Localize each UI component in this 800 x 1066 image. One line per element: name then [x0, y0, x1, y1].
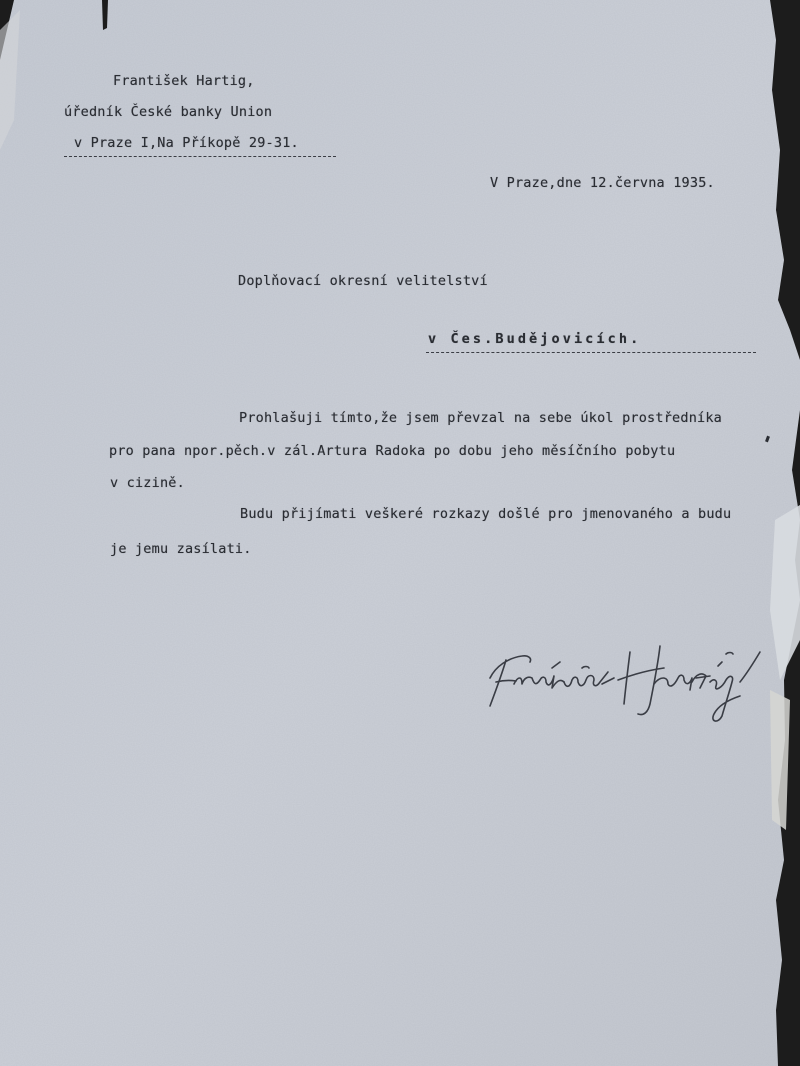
body-line: je jemu zasílati.	[110, 541, 252, 557]
sender-title: úředník České banky Union	[64, 104, 273, 120]
sender-name: František Hartig,	[113, 73, 255, 89]
body-line: v cizině.	[110, 475, 185, 491]
handwritten-signature	[478, 618, 778, 728]
body-line: Prohlašuji tímto,že jsem převzal na sebe úkol prostředníka	[239, 410, 723, 426]
sender-address: v Praze I,Na Příkopě 29-31.	[74, 135, 299, 151]
recipient-underline	[426, 352, 756, 353]
body-line: pro pana npor.pěch.v zál.Artura Radoka po dobu jeho měsíčního pobytu	[109, 443, 676, 459]
sender-underline	[64, 156, 336, 157]
body-line: Budu přijímati veškeré rozkazy došlé pro jmenovaného a budu	[240, 506, 732, 522]
recipient-office: Doplňovací okresní velitelství	[238, 273, 488, 289]
date-line: V Praze,dne 12.června 1935.	[490, 175, 715, 191]
recipient-city: v Čes.Budějovicích.	[428, 331, 642, 347]
